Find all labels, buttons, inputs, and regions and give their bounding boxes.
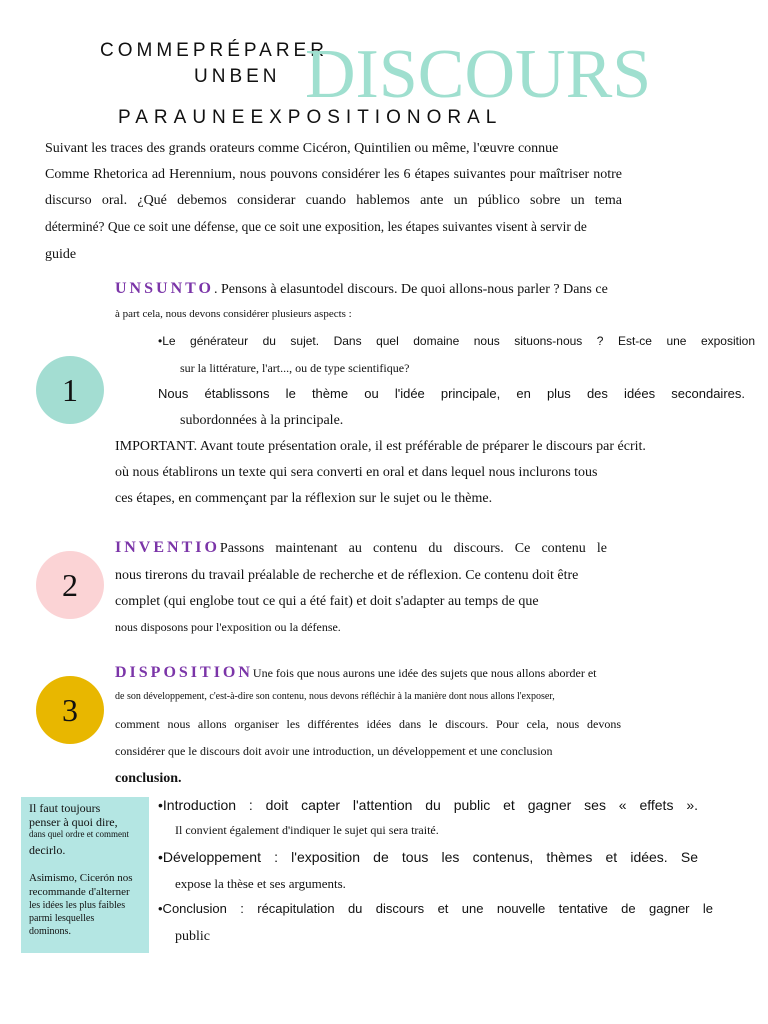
- step-2-line-2: nous tirerons du travail préalable de recherche et de réflexion. Ce contenu doit être: [115, 568, 579, 583]
- step-1-bullet-2-cont: subordonnées à la principale.: [180, 413, 344, 428]
- note-line-5: Asimismo, Cicerón nos: [29, 872, 133, 884]
- step-1-number: 1: [62, 371, 78, 408]
- step-2-number: 2: [62, 566, 78, 603]
- note-line-7: les idées les plus faibles: [29, 900, 126, 911]
- step-3-bullet-intro: •Introduction : doit capter l'attention du public et gagner ses « effets ».: [158, 797, 698, 813]
- step-1-important-3: ces étapes, en commençant par la réflexion sur le sujet ou le thème.: [115, 491, 493, 506]
- step-2-line-4: nous disposons pour l'exposition ou la défense.: [115, 620, 341, 634]
- note-line-9: dominons.: [29, 926, 71, 937]
- step-3-bullet-conclusion-cont: public: [175, 929, 210, 944]
- step-3-text: Une fois que nous aurons une idée des sujets que nous allons aborder et: [252, 666, 597, 680]
- step-3-bullet-conclusion: •Conclusion : récapitulation du discours et une nouvelle tentative de gagner le: [158, 901, 713, 916]
- intro-line-1: Suivant les traces des grands orateurs comme Cicéron, Quintilien ou même, l'œuvre connue: [45, 141, 559, 156]
- intro-line-2: Comme Rhetorica ad Herennium, nous pouvons considérer les 6 étapes suivantes pour maîtriser notre: [45, 167, 622, 182]
- step-3-line-2: de son développement, c'est-à-dire son contenu, nous devons réfléchir à la manière dont nous allons l'exposer,: [115, 691, 555, 702]
- step-1-important-2: où nous établirons un texte qui sera converti en oral et dans lequel nous inclurons tous: [115, 465, 598, 480]
- step-1-circle: [36, 356, 104, 424]
- step-2-heading: INVENTIO: [115, 539, 220, 556]
- intro-line-5: guide: [45, 247, 77, 262]
- title-discours: DISCOURS: [305, 36, 652, 113]
- step-1-important-1: IMPORTANT. Avant toute présentation orale, il est préférable de préparer le discours par écrit.: [115, 439, 646, 454]
- step-1-heading: UNSUNTO: [115, 280, 214, 297]
- step-3-line-5: conclusion.: [115, 771, 182, 786]
- step-3-bullet-dev: •Développement : l'exposition de tous les contenus, thèmes et idées. Se: [158, 849, 698, 865]
- step-1-first-line: [115, 280, 608, 298]
- note-line-6: recommande d'alterner: [29, 886, 130, 898]
- note-line-1: Il faut toujours: [29, 801, 101, 815]
- step-2-line-3: complet (qui englobe tout ce qui a été fait) et doit s'adapter au temps de que: [115, 594, 539, 609]
- step-3-line-4: considérer que le discours doit avoir une introduction, un développement et une conclusion: [115, 744, 553, 758]
- step-2-first-line: [115, 539, 607, 557]
- step-3-number: 3: [62, 691, 78, 728]
- step-3-circle: [36, 676, 104, 744]
- step-3-heading: DISPOSITION: [115, 664, 253, 681]
- note-line-8: parmi lesquelles: [29, 913, 95, 924]
- step-2-text: Passons maintenant au contenu du discours. Ce contenu le: [219, 541, 607, 556]
- note-line-4: decirlo.: [29, 843, 66, 857]
- step-2-circle: [36, 551, 104, 619]
- step-3-line-3: comment nous allons organiser les différentes idées dans le discours. Pour cela, nous devons: [115, 717, 621, 731]
- intro-line-3: discurso oral. ¿Qué debemos considerar cuando hablemos ante un público sobre un tema: [45, 193, 622, 208]
- note-line-3: dans quel ordre et comment: [29, 829, 129, 839]
- title-line-2: UNBEN: [194, 66, 281, 87]
- step-3-first-line: [115, 664, 597, 682]
- step-1-bullet-1-cont: sur la littérature, l'art..., ou de type scientifique?: [180, 361, 410, 375]
- step-1-line-2: à part cela, nous devons considérer plusieurs aspects :: [115, 308, 352, 320]
- step-1-bullet-2: Nous établissons le thème ou l'idée principale, en plus des idées secondaires.: [158, 386, 745, 401]
- step-1-text: . Pensons à elasuntodel discours. De quoi allons-nous parler ? Dans ce: [213, 282, 608, 297]
- step-1-bullet-1: •Le générateur du sujet. Dans quel domaine nous situons-nous ? Est-ce une exposition: [158, 334, 755, 348]
- intro-line-4: déterminé? Que ce soit une défense, que ce soit une exposition, les étapes suivantes visent à servir de: [45, 219, 587, 234]
- note-line-2: penser à quoi dire,: [29, 815, 118, 829]
- step-3-bullet-intro-cont: Il convient également d'indiquer le sujet qui sera traité.: [175, 823, 439, 837]
- side-note: [21, 797, 149, 953]
- step-3-bullet-dev-cont: expose la thèse et ses arguments.: [175, 876, 346, 891]
- title-line-3: PARAUNEEXPOSITIONORAL: [118, 107, 503, 128]
- title-line-1: COMMEPRÉPARER: [100, 40, 328, 61]
